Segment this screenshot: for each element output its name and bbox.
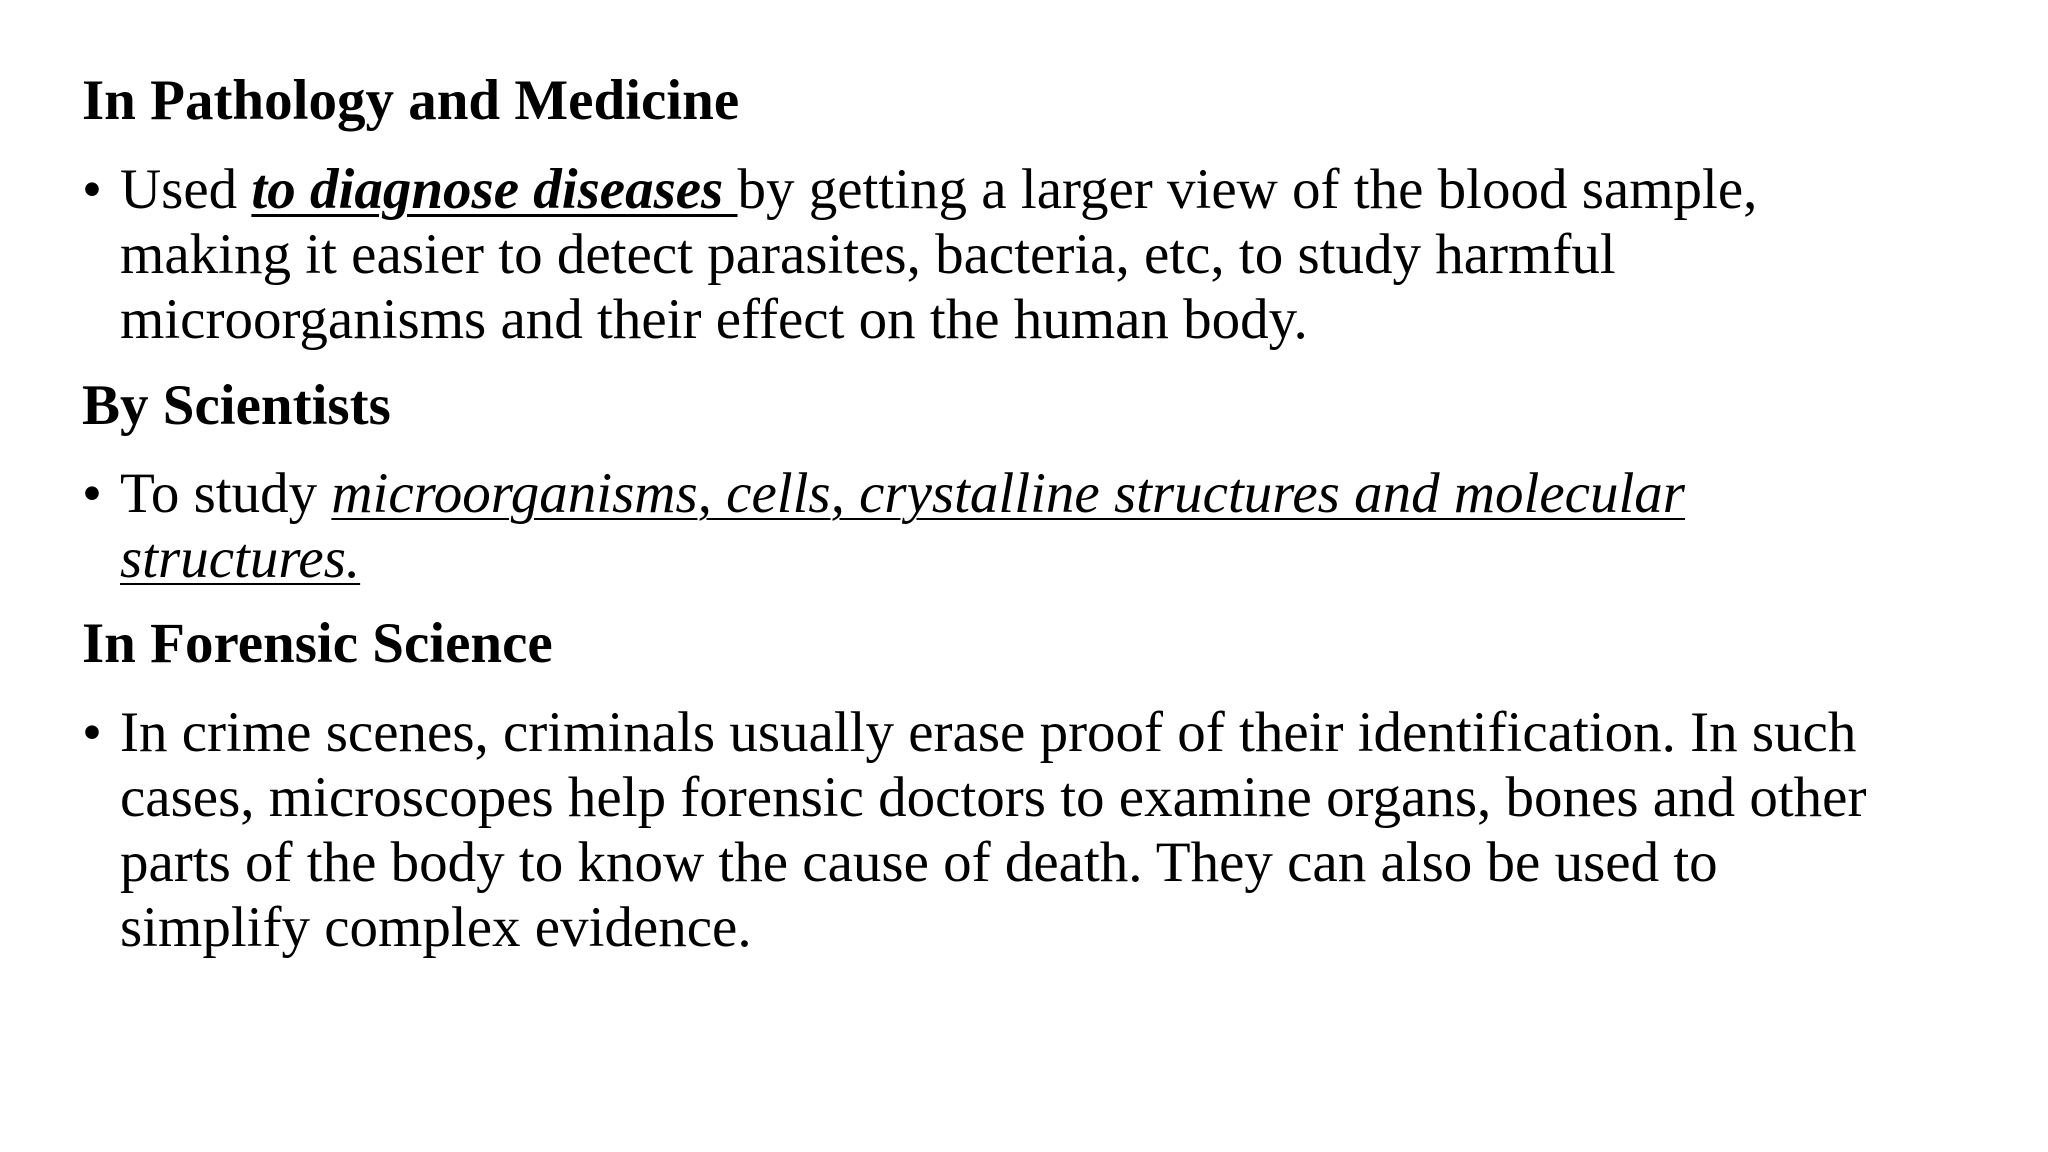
bullet-line: simplify complex evidence. <box>120 896 752 959</box>
bullet-forensic-science <box>82 700 2002 960</box>
bullet-line: cases, microscopes help forensic doctors to examine organs, bones and other <box>120 766 1867 829</box>
bullet-line <box>120 461 2002 526</box>
bullet-pathology-medicine <box>82 157 2002 352</box>
bullet-prefix: Used <box>120 158 252 221</box>
heading-forensic-science: In Forensic Science <box>82 612 553 675</box>
bullet-marker: • <box>82 158 102 221</box>
bullet-text <box>120 157 2002 352</box>
emphasis-text: microorganisms, cells, crystalline structures and molecular <box>331 462 1685 525</box>
heading-by-scientists: By Scientists <box>82 374 391 437</box>
bullet-prefix: To study <box>120 462 332 525</box>
bullet-line: parts of the body to know the cause of death. They can also be used to <box>120 831 1718 894</box>
heading-pathology-medicine: In Pathology and Medicine <box>82 69 740 132</box>
bullet-line <box>120 157 2002 222</box>
bullet-text <box>120 700 2002 960</box>
bullet-marker: • <box>82 701 102 764</box>
bullet-line-rest: by getting a larger view of the blood sample, <box>737 158 1758 221</box>
bullet-marker: • <box>82 462 102 525</box>
bullet-line: making it easier to detect parasites, bacteria, etc, to study harmful <box>120 223 1616 286</box>
bullet-by-scientists <box>82 461 2002 591</box>
emphasis-text: to diagnose diseases <box>251 158 738 221</box>
bullet-line: microorganisms and their effect on the human body. <box>120 288 1308 351</box>
bullet-line <box>120 526 2002 591</box>
emphasis-text: structures. <box>120 527 361 590</box>
bullet-line: In crime scenes, criminals usually erase proof of their identification. In such <box>120 701 1857 764</box>
bullet-text <box>120 461 2002 591</box>
